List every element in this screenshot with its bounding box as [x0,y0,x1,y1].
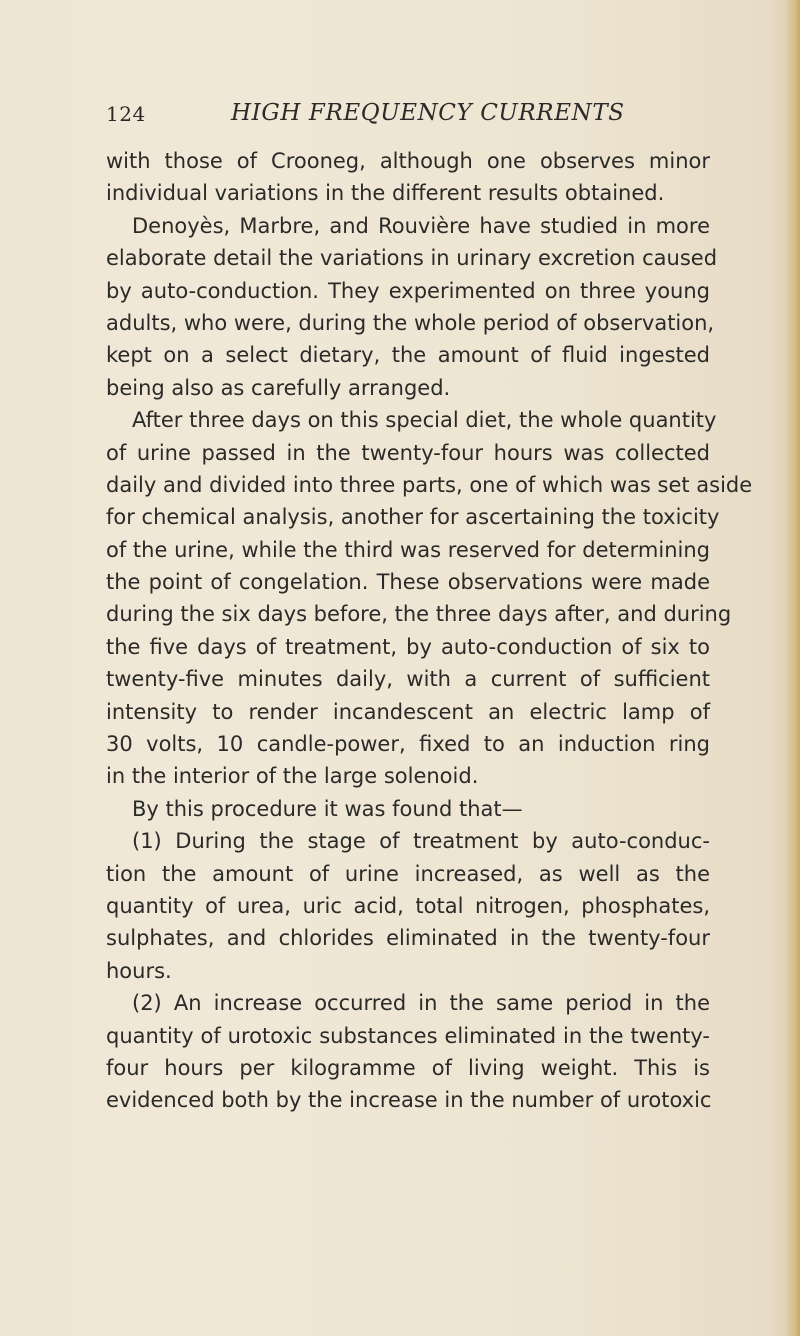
text-line: four hours per kilogramme of living weight. This is [106,1055,710,1080]
text-line: tion the amount of urine increased, as well as the [106,861,710,886]
text-line: (2) An increase occurred in the same period in the [132,991,710,1016]
text-line: evidenced both by the increase in the number of urotoxic [106,1088,712,1113]
text-line: individual variations in the different results obtained. [106,181,665,206]
running-head: HIGH FREQUENCY CURRENTS [231,100,625,126]
text-line: kept on a select dietary, the amount of fluid ingested [106,343,710,368]
text-line: (1) During the stage of treatment by auto-conduc- [132,829,710,854]
text-line: during the six days before, the three days after, and during [106,602,732,627]
text-line: hours. [106,958,172,983]
text-line: quantity of urotoxic substances eliminated in the twenty- [106,1023,710,1048]
text-line: by auto-conduction. They experimented on three young [106,278,710,303]
text-line: daily and divided into three parts, one of which was set aside [106,472,753,497]
body-text [106,145,753,1117]
page-header [106,100,625,128]
text-line: intensity to render incandescent an electric lamp of [106,699,710,724]
text-line: Denoyès, Marbre, and Rouvière have studied in more [132,213,710,238]
text-line: sulphates, and chlorides eliminated in the twenty-four [106,926,710,951]
text-line: After three days on this special diet, the whole quantity [132,408,717,433]
text-line: adults, who were, during the whole period of observation, [106,310,715,335]
text-line: for chemical analysis, another for ascertaining the toxicity [106,505,720,530]
text-line: in the interior of the large solenoid. [106,764,479,789]
text-line: of the urine, while the third was reserved for determining [106,537,710,562]
text-line: with those of Crooneg, although one observes minor [106,149,710,173]
text-line: of urine passed in the twenty-four hours was collected [106,440,710,465]
page-edge [786,0,800,1336]
text-line: the point of congelation. These observations were made [106,570,710,595]
text-line: 30 volts, 10 candle-power, fixed to an induction ring [106,732,710,757]
text-line: being also as carefully arranged. [106,375,451,400]
text-line: the five days of treatment, by auto-conduction of six to [106,634,710,659]
text-line: twenty-five minutes daily, with a current of sufficient [106,667,710,692]
page-number: 124 [106,102,146,126]
text-line: quantity of urea, uric acid, total nitrogen, phosphates, [106,893,710,918]
text-line: elaborate detail the variations in urinary excretion caused [106,246,718,271]
text-line: By this procedure it was found that— [132,796,523,821]
